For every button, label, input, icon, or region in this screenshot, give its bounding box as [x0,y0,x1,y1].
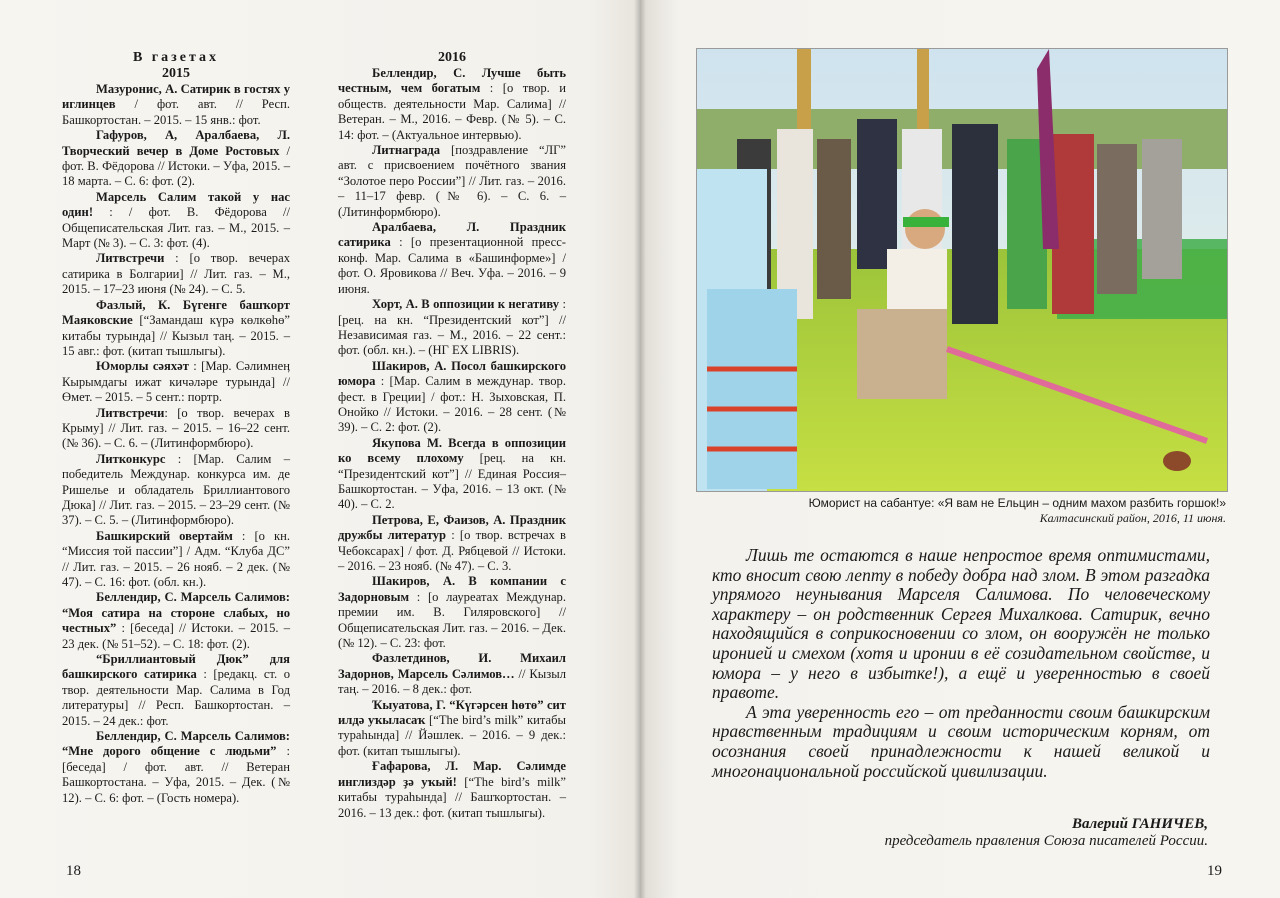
entry-details: : [о твор. вечерах в Крыму] // Лит. газ. – 2015. – 16–22 сент. (№ 36). – С. 6. – (Литинформбюро). [62,405,290,451]
bibliography-entry [62,452,290,529]
bibliography-entry [338,359,566,436]
bibliography-entry [62,529,290,591]
bibliography-entry [338,143,566,220]
caption-line-1: Юморист на сабантуе: «Я вам не Ельцин – одним махом разбить горшок!» [808,496,1226,510]
entry-details: : [о твор. и обществ. деятельности Мар. Салима] // Ветеран. – М., 2016. – Февр. (№ 5). – С. 14: фот. – (Актуальное интервью). [338,81,566,142]
entry-title: Мазуронис, А. Сатирик в гостях у иглинцев [62,82,290,112]
entry-title: “Бриллиантовый Дюк” для башкирского сатирика [62,652,290,682]
book-gutter [634,0,646,898]
signature-block [885,816,1208,850]
bibliography-entry [338,698,566,760]
bibliography-entry [62,406,290,452]
entry-title: Башкирский овертайм [96,528,233,543]
bibliography-entry [338,220,566,297]
entry-details: : [о презентационной пресс-конф. Мар. Салима в «Башинформе»] / фот. О. Яровикова // Веч. Уфа. – 2016. – 9 июня. [338,235,566,296]
section-heading: В газетах [132,50,220,65]
quote-paragraph-1: Лишь те остаются в наше непростое время оптимистами, кто вносит свою лепту в победу добра над злом. В этом разгадка упрямого неунывания Марселя Салимова. По человеческому характеру – он родственник Сергея Михалкова. Сатирик, вечно находящийся в соприкосновении со злом, он вооружён не только иронией и смехом (хотя и иронии в её созидательном свойстве, и юмора – у него в избытке!), а ещё и уверенностью в своей правоте. [712,545,1210,703]
entry-title: Гафуров, А, Аралбаева, Л. Творческий вечер в Доме Ростовых [62,128,290,158]
bibliography-entry [62,590,290,652]
entry-details: : [о кн. “Миссия той пассии”] / Адм. “Клуба ДС” // Лит. газ. – 2015. – 26 нояб. – 2 дек. (№ 47). – С. 16: фот. (обл. кн.). [62,528,290,589]
entry-details: : [о твор. вечерах сатирика в Болгарии] // Лит. газ. – М., 2015. – 17–23 июня (№ 24). – С. 5. [62,251,290,297]
bibliography-entry [62,298,290,360]
entry-title: Аралбаева, Л. Праздник сатирика [338,220,566,250]
bibliography-entry [338,297,566,359]
year-heading-2015: 2015 [162,66,190,81]
entry-title: Фазлый, К. Бүгенге башҡорт Маяковские [62,297,290,328]
entry-details: [“The bird’s milk” китабы тураһында] // Башҡортостан. – 2016. – 13 дек.: фот. (китап тышлыгы). [338,774,566,820]
right-page [640,0,1280,898]
entry-title: Якупова М. Всегда в оппозиции ко всему плохому [338,435,566,466]
bibliography-entry [62,251,290,297]
entry-title: Литнаграда [372,143,441,158]
bibliography-entry [62,359,290,405]
entry-details: : [Мар. Салим – победитель Междунар. конкурса им. де Ришелье и обладатель Бриллиантового Дюка] // Лит. газ. – 2015. – 23–29 сент. (№ 37). – С. 5. – (Литинформбюро). [62,451,290,528]
photo-illustration [697,49,1227,491]
bibliography-entry [62,729,290,806]
entry-details: : [беседа] / фот. авт. // Ветеран Башкортостана. – Уфа, 2015. – Дек. (№ 12). – С. 6: фот. – (Гость номера). [62,744,290,805]
entry-details: : [о лауреатах Междунар. премии им. В. Гиляровского] // Общеписательская Лит. газ. – 2016. – Дек. (№ 12). – С. 23: фот. [338,589,566,651]
bibliography-entry [338,66,566,143]
bibliography-entry [62,82,290,128]
entry-title: Литвстречи [96,405,165,420]
page-number-right: 19 [1207,863,1222,879]
caption-line-2: Калтасинский район, 2016, 11 июня. [1039,511,1226,525]
signature-name: Валерий ГАНИЧЕВ, [1071,816,1208,832]
entry-details: : / фот. В. Фёдорова // Общеписательская Лит. газ. – М., 2015. – Март (№ 3). – С. 3: фот. (4). [62,205,290,251]
entry-title: Литконкурс [96,451,166,466]
bibliography-entry [62,128,290,190]
bibliography-entry [62,190,290,252]
entry-title: Шакиров, А. В компании с Задорновым [338,574,566,604]
entry-title: Шакиров, А. Посол башкирского юмора [338,358,566,389]
bibliography-entry [338,436,566,513]
page-number-left: 18 [66,863,81,879]
quote-paragraph-2: А эта уверенность его – от преданности своим башкирским нравственным традициям и своим историческим корням, от осознания своей принадлежности к нашей великой и многонациональной российской цивилизации. [712,701,1210,781]
photo-caption [696,496,1226,526]
entry-title: Петрова, Е, Фаизов, А. Праздник дружбы литератур [338,512,566,543]
bibliography-entry [338,651,566,697]
bibliography-column-1 [62,50,290,806]
sabantuy-photo [696,48,1228,492]
entry-details: : [редакц. ст. о твор. деятельности Мар. Салима в Год литературы] // Респ. Башкортостан. – 2015. – 24 дек.: фот. [62,667,290,728]
entry-details: [“Замандаш күрә көлкөһө” китабы турында] // Кызыл таң. – 2015. – 15 авг.: фот. (китап тышлыгы). [62,313,290,358]
entry-title: Хорт, А. В оппозиции к негативу [372,297,560,312]
entry-title: Ғафарова, Л. Мар. Сәлимде инглиздәр ҙә уҡый! [338,759,566,789]
entries-2016 [338,66,566,821]
entry-details: : [рец. на кн. “Президентский кот”] // Независимая газ. – М., 2016. – 22 сент.: фот. (обл. кн.). – (НГ EX LIBRIS). [338,297,566,358]
bibliography-entry [338,574,566,651]
entry-details: [поздравление “ЛГ” авт. с присвоением почётного звания “Золотое перо России”] // Лит. газ. – 2016. – 11–17 февр. (№ 6). – С. 6. – (Литинформбюро). [338,143,566,219]
bibliography-entry [338,513,566,575]
tribute-quote [712,546,1210,781]
entry-details: / фот. авт. // Респ. Башкортостан. – 2015. – 15 янв.: фот. [62,97,290,127]
entry-details: : [Мар. Сәлимнеӊ Кырымдагы ижат кичәләре турында] // Өмет. – 2015. – 5 сент.: портр. [62,359,290,405]
entry-title: Юморлы сәяхәт [96,359,189,374]
entry-title: Фазлетдинов, И. Михаил Задорнов, Марсель Сәлимов… [338,651,566,681]
entry-details: : [беседа] // Истоки. – 2015. – 23 дек. (№ 51–52). – С. 18: фот. (2). [62,621,290,651]
entries-2015 [62,82,290,806]
entry-title: Ҡыуатова, Г. “Күгәрсен һөтө” сит илдә уҡылаcаҡ [338,697,566,728]
entry-details: [рец. на кн. “Президентский кот”] // Единая Россия–Башкортостан. – Уфа, 2016. – 13 окт. (№ 40). – С. 2. [338,451,566,512]
entry-details: / фот. В. Фёдорова // Истоки. – Уфа, 2015. – 18 марта. – С. 6: фот. (2). [62,143,290,189]
bibliography-entry [62,652,290,729]
entry-details: : [Мар. Салим в междунар. твор. фест. в Греции] / фот.: Н. Зыховская, П. Онойко // Истоки. – 2016. – 28 сент. (№ 39). – С. 2: фот. (2). [338,374,566,435]
year-heading-2016: 2016 [438,50,466,65]
entry-title: Беллендир, С. Марсель Салимов: “Мне дорого общение с людьми” [62,729,290,759]
entry-title: Марсель Салим такой у нас один! [62,189,290,220]
entry-title: Беллендир, С. Марсель Салимов: “Моя сатира на стороне слабых, но честных” [62,590,290,636]
bibliography-entry [338,759,566,821]
bibliography-column-2 [338,50,566,821]
entry-details: [“The bird’s milk” китабы тураһында] // Йәшлек. – 2016. – 9 дек.: фот. (китап тышлыгы). [338,713,566,758]
signature-role: председатель правления Союза писателей России. [884,833,1208,849]
entry-details: // Кызыл таң. – 2016. – 8 дек.: фот. [338,666,566,697]
entry-title: Литвстречи [96,251,165,266]
entry-details: : [о твор. встречах в Чебоксарах] / фот. Д. Рябцевой // Истоки. – 2016. – 23 нояб. (№ 47). – С. 3. [338,528,566,573]
entry-title: Беллендир, С. Лучше быть честным, чем богатым [338,66,566,96]
